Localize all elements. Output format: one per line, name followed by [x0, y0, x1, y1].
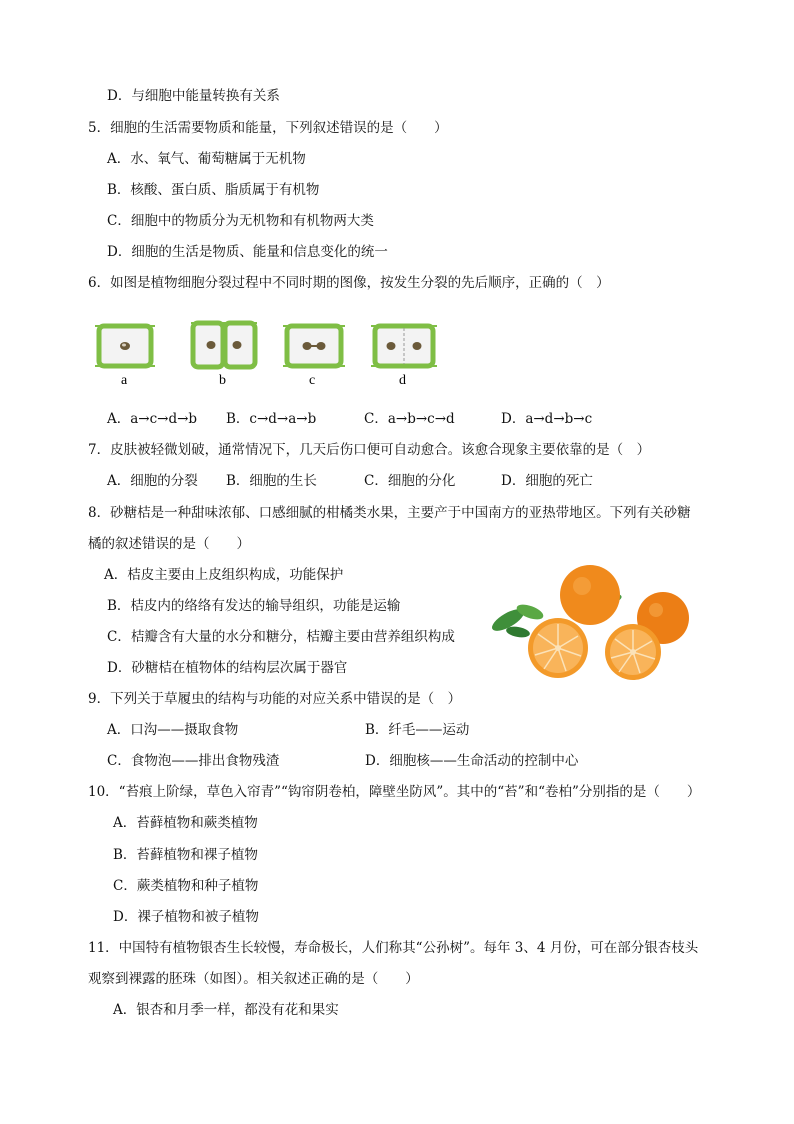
- q8-option-d: D．砂糖桔在植物体的结构层次属于器官: [107, 660, 348, 676]
- q10-option-c: C．蕨类植物和种子植物: [113, 878, 259, 894]
- q9-option-a: A．口沟——摄取食物: [107, 722, 239, 738]
- q8-stem-line2: 橘的叙述错误的是（ ）: [88, 536, 250, 552]
- q5-option-d: D．细胞的生活是物质、能量和信息变化的统一: [107, 244, 388, 260]
- q9-option-b: B．纤毛——运动: [365, 722, 470, 738]
- q5-option-c: C．细胞中的物质分为无机物和有机物两大类: [107, 213, 374, 229]
- q6-option-d: D．a→d→b→c: [501, 411, 593, 427]
- q11-stem-line2: 观察到裸露的胚珠（如图）。相关叙述正确的是（ ）: [88, 971, 419, 987]
- cell-b-image: [191, 323, 257, 367]
- cell-a-image: [95, 326, 155, 366]
- cell-label-d: d: [399, 373, 406, 388]
- cell-d-image: [371, 326, 437, 366]
- q10-option-d: D．裸子植物和被子植物: [113, 909, 259, 925]
- q10-stem: 10．“苔痕上阶绿，草色入帘青”“钩帘阴卷柏，障壁坐防风”。其中的“苔”和“卷柏”分别指的是（ ）: [88, 784, 701, 800]
- cell-label-a: a: [121, 373, 128, 388]
- sugar-orange-photo: [478, 560, 696, 680]
- q7-stem: 7．皮肤被轻微划破，通常情况下，几天后伤口便可自动愈合。该愈合现象主要依靠的是（ ）: [88, 442, 651, 458]
- cell-label-c: c: [309, 373, 316, 388]
- q8-option-c: C．桔瓣含有大量的水分和糖分，桔瓣主要由营养组织构成: [107, 629, 455, 645]
- q6-option-c: C．a→b→c→d: [364, 411, 455, 427]
- q10-option-a: A．苔藓植物和蕨类植物: [113, 815, 258, 831]
- q7-option-b: B．细胞的生长: [226, 473, 317, 489]
- q9-stem: 9．下列关于草履虫的结构与功能的对应关系中错误的是（ ）: [88, 691, 462, 707]
- q4-option-d: D．与细胞中能量转换有关系: [107, 88, 280, 104]
- q10-option-b: B．苔藓植物和裸子植物: [113, 847, 258, 863]
- q5-option-b: B．核酸、蛋白质、脂质属于有机物: [107, 182, 320, 198]
- cell-c-image: [283, 326, 345, 366]
- q11-stem-line1: 11．中国特有植物银杏生长较慢，寿命极长，人们称其“公孙树”。每年 3、4 月份，可在部分银杏枝头: [88, 940, 699, 956]
- q5-stem: 5．细胞的生活需要物质和能量，下列叙述错误的是（ ）: [88, 120, 448, 136]
- q7-option-d: D．细胞的死亡: [501, 473, 593, 489]
- q9-option-d: D．细胞核——生命活动的控制中心: [365, 753, 579, 769]
- q6-option-a: A．a→c→d→b: [107, 411, 198, 427]
- q8-stem-line1: 8．砂糖桔是一种甜味浓郁、口感细腻的柑橘类水果，主要产于中国南方的亚热带地区。下列有关砂糖: [88, 505, 691, 521]
- q6-option-b: B．c→d→a→b: [226, 411, 317, 427]
- q9-option-c: C．食物泡——排出食物残渣: [107, 753, 280, 769]
- q11-option-a: A．银杏和月季一样，都没有花和果实: [113, 1002, 339, 1018]
- q7-option-c: C．细胞的分化: [364, 473, 456, 489]
- cell-division-figure: [93, 318, 453, 390]
- q7-option-a: A．细胞的分裂: [107, 473, 198, 489]
- q5-option-a: A．水、氧气、葡萄糖属于无机物: [107, 151, 306, 167]
- cell-label-b: b: [219, 373, 226, 388]
- q8-option-b: B．桔皮内的络络有发达的输导组织，功能是运输: [107, 598, 401, 614]
- q6-stem: 6．如图是植物细胞分裂过程中不同时期的图像，按发生分裂的先后顺序，正确的（ ）: [88, 275, 610, 291]
- q8-option-a: A．桔皮主要由上皮组织构成，功能保护: [104, 567, 344, 583]
